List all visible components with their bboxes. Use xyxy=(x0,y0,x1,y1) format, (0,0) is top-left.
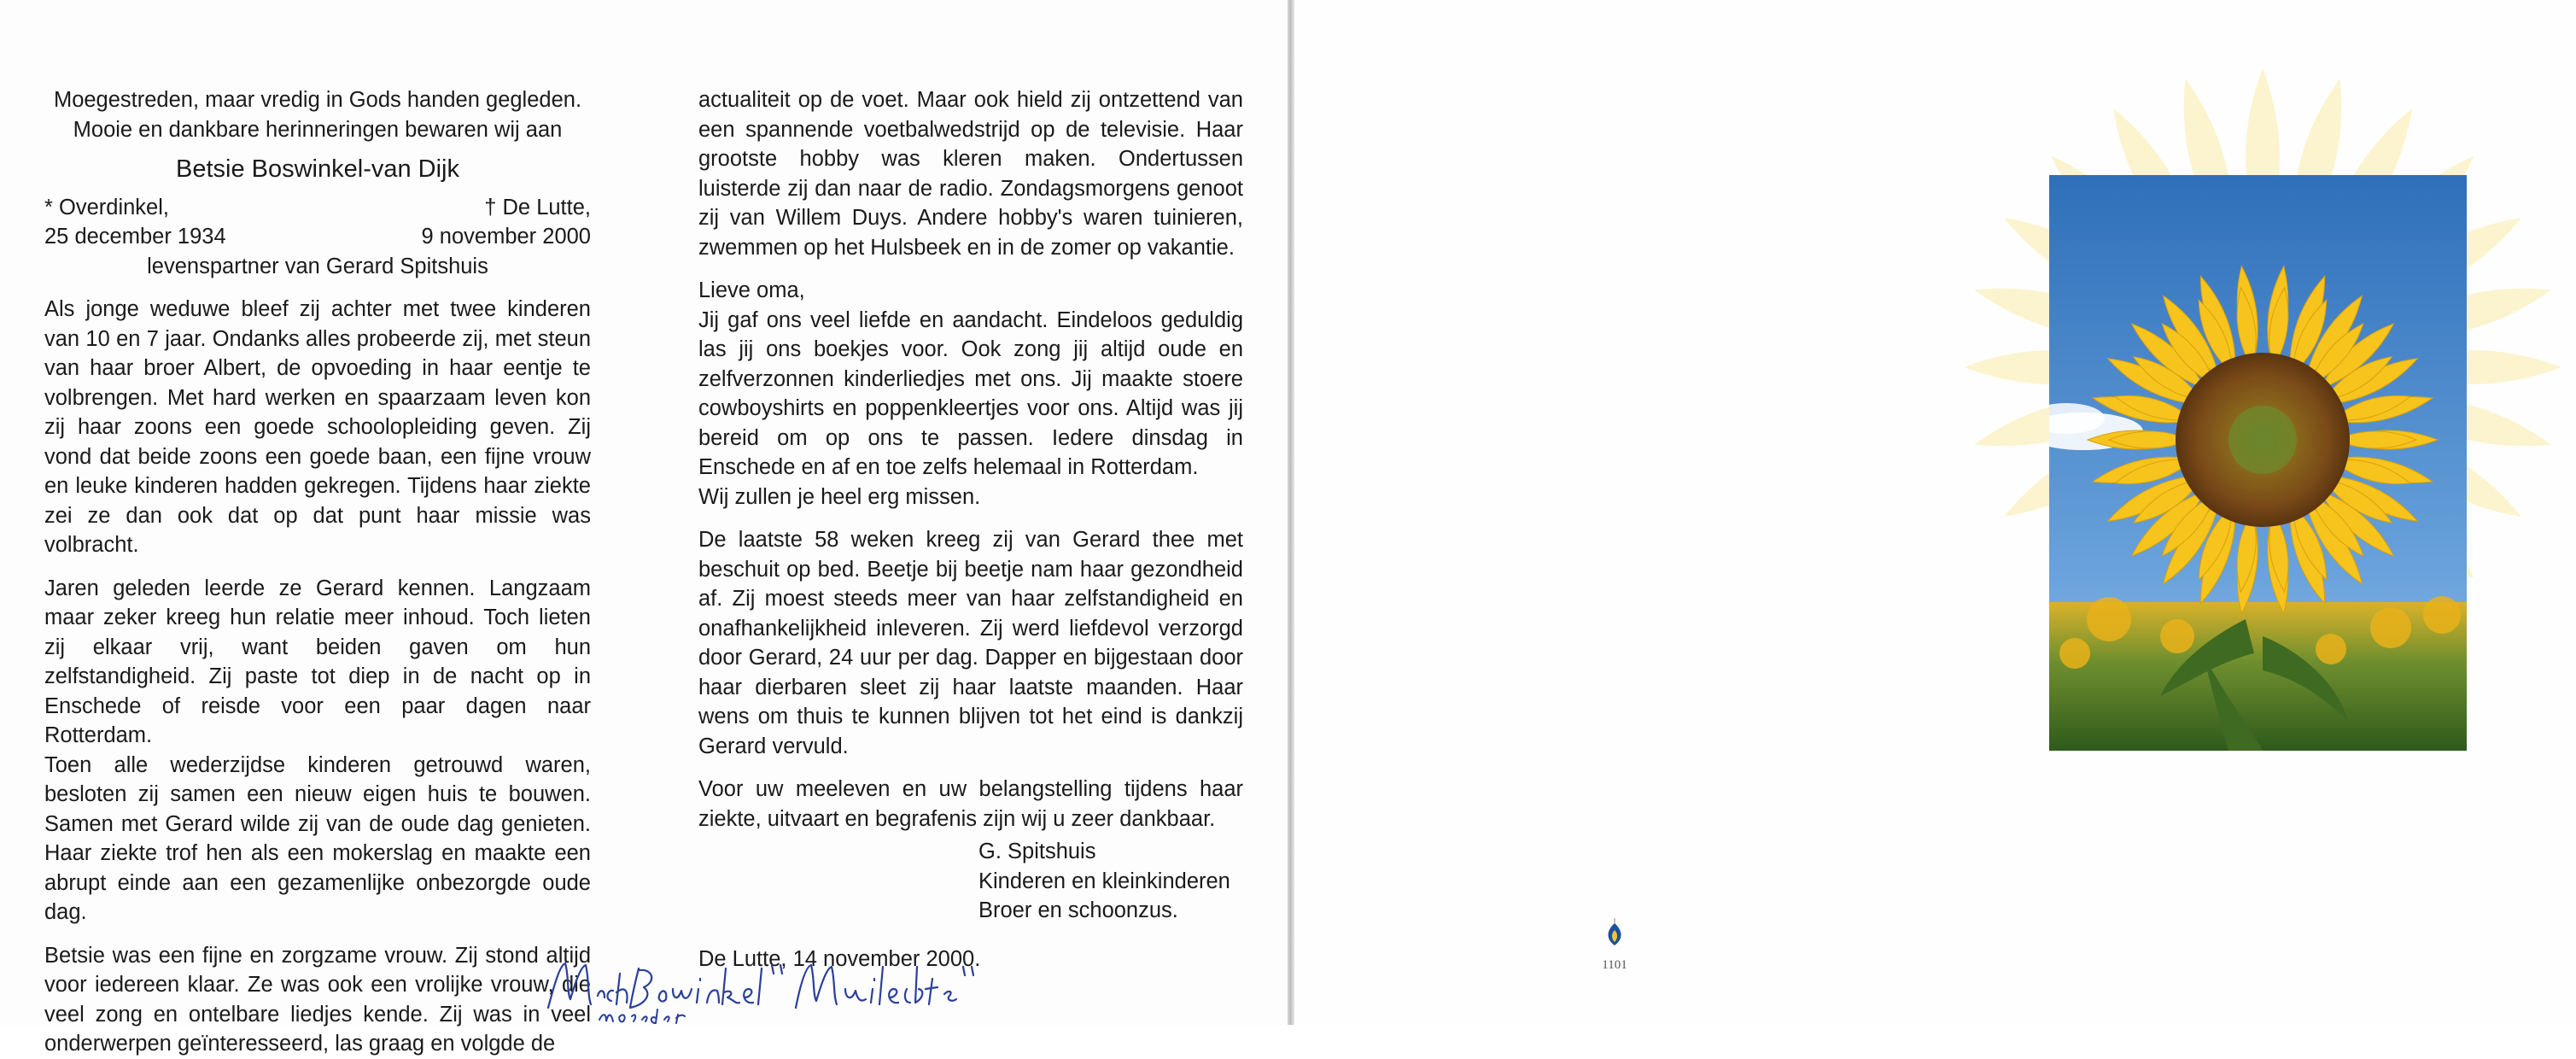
paragraph: Jij gaf ons veel liefde en aandacht. Eindeloos geduldig las jij ons boekjes voor. Ook zong jij altijd oude en zelfverzonnen kinderliedjes met ons. Jij maakte stoere cowboyshirts en poppenkleertjes voor ons. Altijd was jij bereid om op ons te passen. Iedere dinsdag in Enschede en af en toe zelfs helemaal in Rotterdam. xyxy=(698,307,1243,479)
handwritten-note-drawing xyxy=(543,948,1158,1025)
salutation: Lieve oma, xyxy=(698,278,805,302)
paragraph: De laatste 58 weken kreeg zij van Gerard thee met beschuit op bed. Beetje bij beetje nam haar gezondheid af. Zij moest steeds meer van haar zelfstandigheid en onafhankelijkheid inleveren. Zij werd liefdevol verzorgd door Gerard, 24 uur per dag. Dapper en bijgestaan door haar dierbaren sleet zij haar laatste maanden. Haar wens om thuis te kunnen blijven tot het eind is dankzij Gerard vervuld. xyxy=(698,528,1243,758)
partner-line: levenspartner van Gerard Spitshuis xyxy=(147,254,488,278)
birth-place: * Overdinkel, xyxy=(44,195,169,219)
paragraph: Als jonge weduwe bleef zij achter met twee kinderen van 10 en 7 jaar. Ondanks alles probeerde zij, met steun van haar broer Albert, de opvoeding in haar eentje te volbrengen. Met hard werken en spaarzaam leven kon zij haar zoons een goede schoolopleiding geven. Zij vond dat beide zoons een goede baan, een fijne vrouw en leuke kinderen hadden gekregen. Tijdens haar ziekte zei ze dan ook dat op dat punt haar missie was volbracht. xyxy=(44,297,591,557)
signature-line: Broer en schoonzus. xyxy=(978,898,1178,922)
intro-line-1: Moegestreden, maar vredig in Gods handen gegleden. xyxy=(53,88,582,112)
death-date: 9 november 2000 xyxy=(421,225,591,249)
paragraph: Betsie was een fijne en zorgzame vrouw. Zij stond altijd voor iedereen klaar. Ze was ook een vrolijke vrouw, die veel zong en ontelbare liedjes kende. Zij was in veel onderwerpen geïnteresseerd, las graag en volgde de xyxy=(44,943,591,1056)
paragraph: actualiteit op de voet. Maar ook hield zij ontzettend van een spannende voetbalwedstrijd op de televisie. Haar grootste hobby was kleren maken. Ondertussen luisterde zij dan naar de radio. Zondagsmorgens genoot zij van Willem Duys. Andere hobby's waren tuinieren, zwemmen op het Hulsbeek en in de zomer op vakantie. xyxy=(698,88,1243,260)
card-fold xyxy=(1288,0,1294,1025)
paragraph: Jaren geleden leerde ze Gerard kennen. Langzaam maar zeker kreeg hun relatie meer inhoud. Toch lieten zij elkaar vrij, want beiden gaven om hun zelfstandigheid. Zij paste tot diep in de nacht op in Enschede of reisde voor een paar dagen naar Rotterdam. xyxy=(44,576,591,747)
signature-line: Kinderen en kleinkinderen xyxy=(978,869,1230,893)
signature-line: G. Spitshuis xyxy=(978,840,1096,863)
birth-death-dates xyxy=(44,222,591,252)
intro-line-2: Mooie en dankbare herinneringen bewaren wij aan xyxy=(73,117,563,142)
sunflower-photo xyxy=(2049,175,2467,751)
paragraph: Wij zullen je heel erg missen. xyxy=(698,484,981,509)
death-place: † De Lutte, xyxy=(484,195,591,219)
sunflower-photo-drawing xyxy=(2049,175,2467,751)
birth-death-places xyxy=(44,193,591,223)
place-date-line: De Lutte, 14 november 2000. xyxy=(698,946,981,971)
handwritten-note xyxy=(543,948,1158,1025)
paragraph: Voor uw meeleven en uw belangstelling tijdens haar ziekte, uitvaart en begrafenis zijn wij u zeer dankbaar. xyxy=(698,777,1243,831)
card-left-page xyxy=(0,0,1288,1056)
right-text-column xyxy=(698,85,1243,974)
birth-date: 25 december 1934 xyxy=(44,225,226,249)
deceased-name: Betsie Boswinkel-van Dijk xyxy=(175,155,459,183)
paragraph: Toen alle wederzijdse kinderen getrouwd waren, besloten zij samen een nieuw eigen huis te bouwen. Samen met Gerard wilde zij van de oude dag genieten. Haar ziekte trof hen als een mokerslag en maakte een abrupt einde aan een gezamenlijke onbezorgde oude dag. xyxy=(44,752,591,924)
print-code: 1101 xyxy=(1602,958,1627,972)
funeral-home-logo-icon xyxy=(1602,916,1627,949)
left-text-column xyxy=(44,85,591,1059)
signature-block xyxy=(978,837,1243,926)
